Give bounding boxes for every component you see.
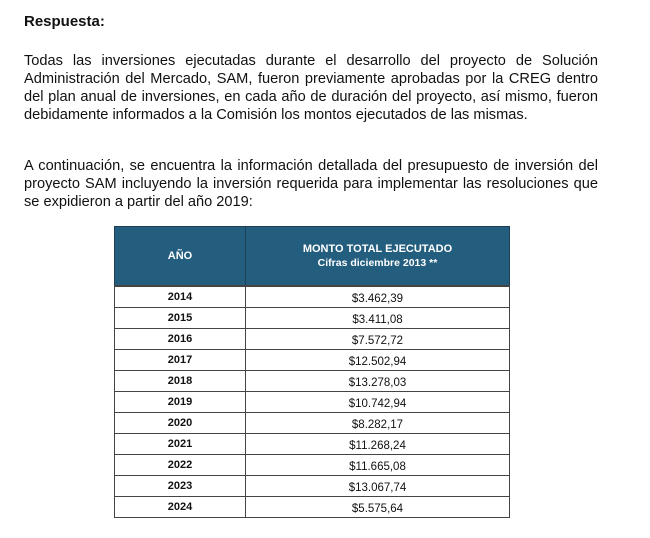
header-amount-subtitle: Cifras diciembre 2013 ** [317,257,438,269]
table-row [115,497,510,518]
header-year: AÑO [115,227,246,287]
response-heading: Respuesta: [24,13,105,30]
paragraph-budget-intro: A continuación, se encuentra la información detallada del presupuesto de inversión del proyecto SAM incluyendo la inversión requerida para implementar las resoluciones que se expidieron a partir del año 2019: [24,158,598,210]
table-header-row [115,227,510,287]
investment-table-container [114,226,509,518]
year-cell: 2024 [115,497,246,518]
table-row [115,329,510,350]
table-row [115,392,510,413]
table-row [115,286,510,308]
amount-cell: $3.411,08 [246,308,510,329]
amount-cell: $13.067,74 [246,476,510,497]
amount-cell: $7.572,72 [246,329,510,350]
year-cell: 2014 [115,286,246,308]
amount-cell: $13.278,03 [246,371,510,392]
amount-cell: $11.665,08 [246,455,510,476]
year-cell: 2015 [115,308,246,329]
table-row [115,350,510,371]
year-cell: 2023 [115,476,246,497]
year-cell: 2022 [115,455,246,476]
paragraph-investments-approval: Todas las inversiones ejecutadas durante el desarrollo del proyecto de Solución Administración del Mercado, SAM, fueron previamente aprobadas por la CREG dentro del plan anual de inversiones, en cada año de duración del proyecto, así mismo, fueron debidamente informados a la Comisión los montos ejecutados de las mismas. [24,53,598,123]
table-row [115,413,510,434]
amount-cell: $8.282,17 [246,413,510,434]
table-row [115,476,510,497]
table-row [115,455,510,476]
year-cell: 2018 [115,371,246,392]
table-row [115,308,510,329]
investment-table [114,226,510,518]
header-amount-title: MONTO TOTAL EJECUTADO [302,243,453,255]
header-amount [246,227,510,287]
year-cell: 2020 [115,413,246,434]
table-row [115,434,510,455]
table-row [115,371,510,392]
amount-cell: $11.268,24 [246,434,510,455]
year-cell: 2017 [115,350,246,371]
amount-cell: $5.575,64 [246,497,510,518]
amount-cell: $12.502,94 [246,350,510,371]
year-cell: 2021 [115,434,246,455]
amount-cell: $10.742,94 [246,392,510,413]
year-cell: 2016 [115,329,246,350]
year-cell: 2019 [115,392,246,413]
amount-cell: $3.462,39 [246,286,510,308]
